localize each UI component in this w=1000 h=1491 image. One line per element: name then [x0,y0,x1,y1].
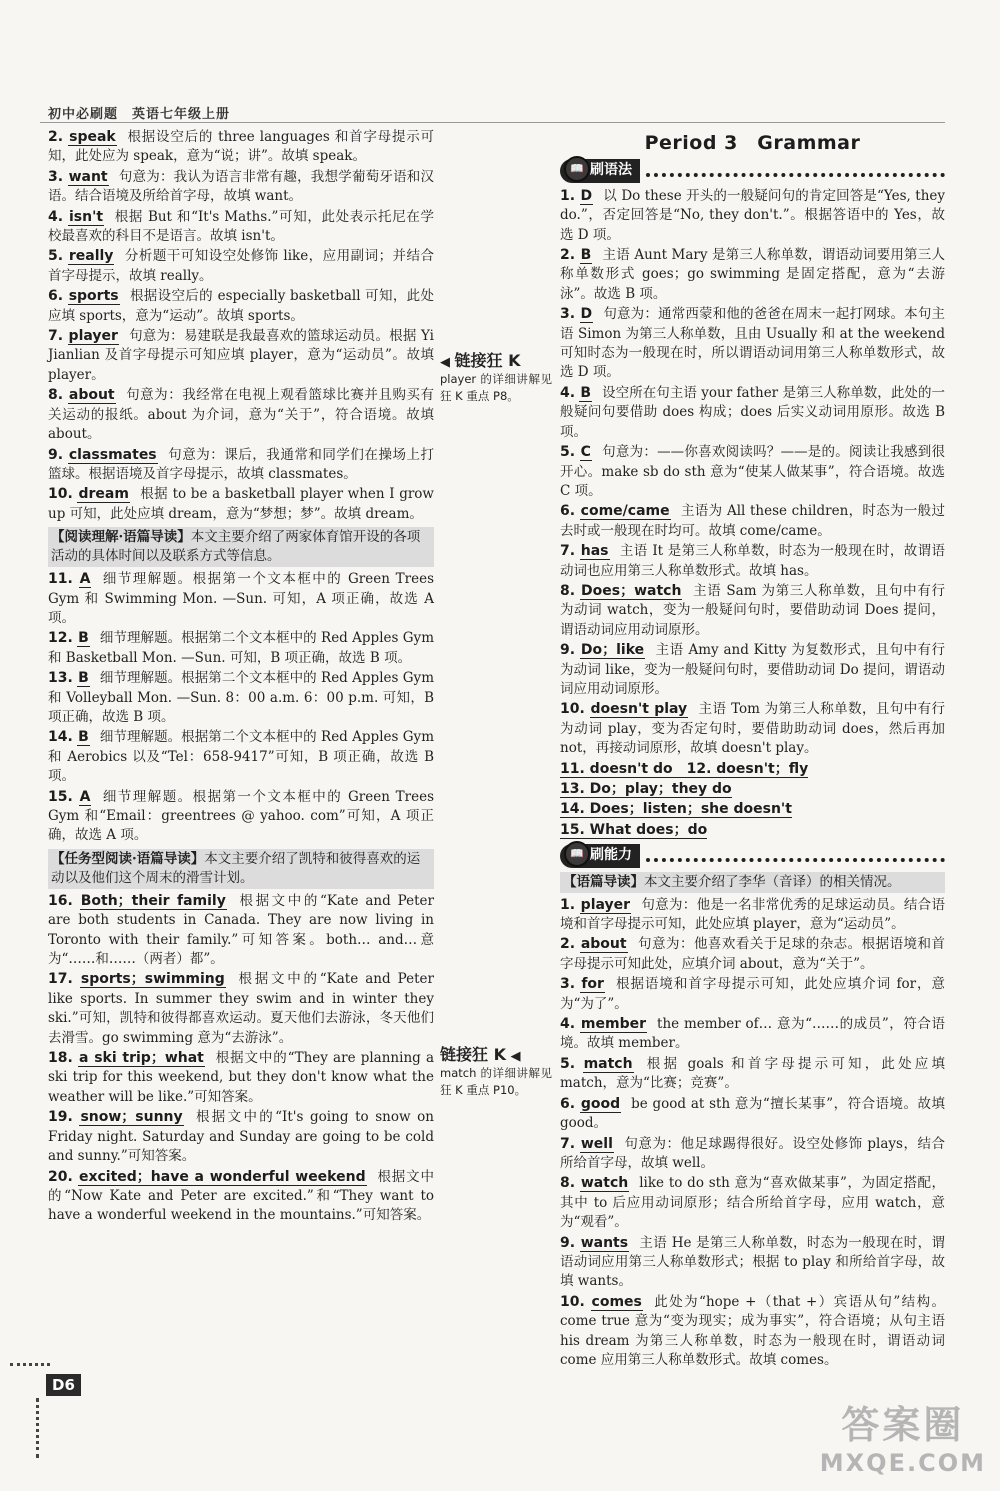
item-explanation: 句意为：——你喜欢阅读吗？——是的。阅读让我感到很开心。make sb do sth 意为“使某人做某事”，符合语境。故选 C 项。 [560,444,946,499]
item-answer: B [580,247,592,264]
item-answer: well [580,1135,613,1152]
item-answer: sports [68,288,119,305]
left-items-b [48,570,434,846]
item-number: 19. [48,1109,73,1126]
item-explanation: 句意为：我经常在电视上观看篮球比赛并且购买有关运动的报纸。about 为介词，意为“关于”，符合语境。故填 about。 [48,387,434,443]
answer-item [560,800,945,819]
answer-item [560,780,945,799]
item-answer: B [78,729,89,746]
item-explanation: 句意为：他是一名非常优秀的足球运动员。结合语境和首字母提示可知，此处应填 player，意为“运动员”。 [560,896,945,933]
item-answer: for [581,976,604,993]
answer-item [48,1108,434,1166]
item-number: 2. [560,247,576,264]
answer-item [48,128,434,167]
left-items-a [48,128,434,524]
item-explanation: 细节理解题。根据第二个文本框中的 Red Apples Gym 和 Basketball Mon. —Sun. 可知，B 项正确，故选 B 项。 [48,630,434,666]
item-answer: 11. doesn't do 12. doesn't；fly [560,760,809,777]
item-number: 8. [560,582,576,599]
item-number: 5. [48,248,64,265]
item-number: 2. [560,936,576,953]
answer-item [560,443,945,501]
item-number: 6. [560,1095,576,1112]
item-explanation: 细节理解题。根据第二个文本框中的 Red Apples Gym 和 Aerobics 以及“Tel：658-9417”可知，B 项正确，故选 B 项。 [48,729,434,785]
answer-item [48,208,434,247]
answer-item [560,384,945,442]
item-answer: doesn't play [590,701,688,718]
item-answer: match [583,1055,633,1072]
right-items-a [560,187,945,759]
item-answer: D [580,187,593,204]
answer-item [560,502,945,541]
answer-item [560,1135,945,1174]
answer-item [48,892,434,970]
period-title: Period 3 Grammar [644,132,861,154]
item-answer: C [580,444,591,461]
answer-item [560,1174,945,1232]
section-divider [646,850,945,862]
item-number: 16. [48,892,73,909]
answer-item [48,485,434,524]
item-number: 6. [48,288,64,305]
guide-text: 本文主要介绍了凯特和彼得喜欢的运动以及他们这个周末的滑雪计划。 [51,850,421,886]
answer-item [560,821,945,840]
item-answer: speak [69,129,116,145]
item-number: 18. [48,1050,73,1067]
item-number: 7. [560,543,576,560]
item-number: 3. [48,168,64,185]
answer-item [560,935,945,974]
item-number: 12. [48,630,73,647]
item-number: 3. [560,306,576,323]
item-explanation: 根据文中的“Kate and Peter are both students in Canada. They are now living in Toronto with their family.”可知答案。both… and…意为“……和……（两者）都”。 [48,892,434,968]
item-explanation: 设空所在句主语 your father 是第三人称单数，此处的一般疑问句要借助 does 构成；does 后实义动词用原形。故选 B 项。 [560,384,945,440]
book-icon: 📖 [564,156,590,182]
item-number: 1. [560,187,576,204]
item-answer: B [78,670,89,687]
item-answer: comes [591,1293,642,1310]
page-number: D6 [46,1374,81,1396]
item-answer: Do；like [580,642,645,659]
item-number: 2. [48,129,64,145]
item-explanation: 细节理解题。根据第二个文本框中的 Red Apples Gym 和 Volleyball Mon. —Sun. 8：00 a.m. 6：00 p.m. 可知，B 项正确，故选 B 项。 [48,670,434,725]
side-note-2 [440,1046,552,1099]
item-explanation: 句意为：我认为语言非常有趣，我想学葡萄牙语和汉语。结合语境及所给首字母，故填 want。 [48,168,435,205]
item-explanation: 句意为：易建联是我最喜欢的篮球运动员。根据 Yi Jianlian 及首字母提示可知应填 player，意为“运动员”。故填 player。 [48,328,434,383]
item-number: 6. [560,503,576,520]
answer-item [48,1049,434,1107]
answer-item [48,1168,434,1226]
item-answer: A [79,571,91,588]
guide-text: 本文主要介绍了两家体育馆开设的各项活动的具体时间以及联系方式等信息。 [51,529,421,565]
item-answer: about [580,936,627,953]
item-number: 9. [560,642,576,659]
item-answer: excited；have a wonderful weekend [78,1168,366,1185]
answer-item [560,187,945,245]
watermark-logo: 答案圈 [841,1403,965,1447]
item-number: 3. [560,976,576,993]
right-items-short [560,760,945,841]
item-explanation: 根据文中的“They are planning a ski trip for this weekend, but they don't know what the weather will be like.”可知答案。 [48,1050,435,1105]
section-divider [646,165,945,177]
arrow-icon: ◀ [440,355,455,370]
answer-item [560,1234,945,1292]
item-number: 11. [48,571,73,588]
item-number: 9. [48,446,64,463]
item-number: 7. [48,328,64,345]
item-explanation: 根据 goals 和首字母提示可知，此处应填 match，意为“比赛；竞赛”。 [560,1055,945,1092]
item-answer: dream [78,486,129,503]
answer-item [48,629,434,668]
item-explanation: 主语 He 是第三人称单数，时态为一般现在时，谓语动词应用第三人称单数形式；根据 to play 和所给首字母，故填 wants。 [560,1234,945,1290]
item-answer: B [78,630,89,647]
item-explanation: 分析题干可知设空处修饰 like，应用副词；并结合首字母提示，故填 really。 [48,248,434,284]
item-answer: about [68,387,115,404]
answer-item [560,582,945,640]
guide-tag: 【阅读理解·语篇导读】 [51,529,191,546]
item-explanation: like to do sth 意为“喜欢做某事”，为固定搭配，其中 to 后应用动词原形；结合所给首字母，应用 watch，意为“观看”。 [560,1175,945,1231]
item-number: 4. [48,208,64,225]
item-answer: watch [580,1175,629,1192]
item-answer: wants [580,1234,629,1251]
item-answer: really [68,248,114,265]
item-explanation: 根据文中的“Now Kate and Peter are excited.”和“They want to have a wonderful weekend in the mountains.”可知答案。 [48,1168,435,1224]
item-explanation: 句意为：课后，我通常和同学们在操场上打篮球。根据语境及首字母提示，故填 classmates。 [48,446,434,482]
right-items-b [560,896,945,1371]
item-explanation: 细节理解题。根据第一个文本框中的 Green Trees Gym 和 Swimming Mon. —Sun. 可知，A 项正确，故选 A 项。 [48,571,435,626]
answer-item [560,641,945,699]
item-explanation: 句意为：通常西蒙和他的爸爸在周末一起打网球。本句主语 Simon 为第三人称单数，且由 Usually 和 at the weekend 可知时态为一般现在时，所以谓语动词用第三人称单数形式，故选 D 项。 [560,306,945,381]
item-number: 5. [560,444,576,461]
item-answer: player [68,328,118,345]
item-explanation: the member of… 意为“……的成员”，符合语境。故填 member。 [560,1016,945,1052]
answer-item [560,1095,945,1134]
item-explanation: be good at sth 意为“擅长某事”，符合语境。故填 good。 [560,1095,945,1132]
item-number: 10. [560,1293,585,1310]
item-explanation: 主语 Sam 为第三人称单数，且句中有行为动词 watch，变为一般疑问句时，要借助动词 Does 提问，谓语动词应用动词原形。 [560,582,945,638]
left-column [48,128,434,1227]
item-answer: has [580,543,609,560]
page-header: 初中必刷题 英语七年级上册 [48,107,231,122]
answer-item [48,728,434,786]
item-answer: 14. Does；listen；she doesn't [560,801,792,818]
item-explanation: 主语为 All these children，时态为一般过去时或一般现在时均可。故填 come/came。 [560,503,945,539]
page-decoration [10,1363,50,1366]
item-explanation: 根据 to be a basketball player when I grow up 可知，此处应填 dream，意为“梦想；梦”。故填 dream。 [48,486,434,522]
item-answer: Does；watch [581,582,682,599]
answer-item [560,305,945,383]
item-explanation: 此处为“hope +（that +）宾语从句”结构。come true 意为“变为现实；成为事实”，符合语境；从句主语 his dream 为第三人称单数，时态为一般现在时，谓语动词 come 应用第三人称单数形式。故填 comes。 [560,1293,945,1368]
side-note-text: player 的详细讲解见狂 K 重点 P8。 [440,372,552,403]
answer-item [48,669,434,727]
item-explanation: 根据 But 和“It's Maths.”可知，此处表示托尼在学校最喜欢的科目不是语言。故填 isn't。 [48,208,434,245]
item-answer: a ski trip；what [79,1050,204,1067]
answer-item [560,975,945,1014]
book-icon: 📖 [564,841,590,867]
page-decoration [36,1398,39,1458]
section-grammar [560,159,945,182]
item-answer: B [580,384,592,401]
item-answer: want [68,168,108,185]
item-answer: isn't [69,208,104,225]
answer-item [48,446,434,485]
item-explanation: 细节理解题。根据第一个文本框中的 Green Trees Gym 和“Email：greentrees @ yahoo. com”可知，A 项正确，故选 A 项。 [48,788,435,844]
item-number: 5. [560,1055,576,1072]
answer-item [560,542,945,581]
side-note-1 [440,352,552,405]
item-explanation: 句意为：他喜欢看关于足球的杂志。根据语境和首字母提示可知此处，应填介词 about，意为“关于”。 [560,936,945,972]
item-answer: player [580,896,631,913]
item-explanation: 根据设空后的 three languages 和首字母提示可知，此处应为 speak，意为“说；讲”。故填 speak。 [48,129,434,165]
answer-item [560,1293,945,1371]
answer-item [560,760,945,779]
item-number: 7. [560,1135,576,1152]
right-column [560,134,945,1371]
answer-item [48,247,434,286]
item-explanation: 以 Do these 开头的一般疑问句的肯定回答是“Yes, they do.”，否定回答是“No, they don't.”。根据答语中的 Yes，故选 D 项。 [560,187,946,243]
answer-item [560,1015,945,1054]
answer-item [560,246,945,304]
section-label: 刷能力 [590,847,632,864]
item-number: 13. [48,670,73,687]
item-answer: D [580,306,593,323]
left-items-c [48,892,434,1226]
answer-item [48,570,434,628]
watermark [820,1394,986,1477]
answer-item [48,327,434,385]
item-number: 17. [48,971,73,988]
answer-item [48,287,434,326]
section-label: 刷语法 [590,162,632,179]
item-number: 8. [48,387,64,404]
item-explanation: 主语 Aunt Mary 是第三人称单数，谓语动词要用第三人称单数形式 goes；go swimming 是固定搭配，意为“去游泳”。故选 B 项。 [560,247,945,302]
item-number: 10. [560,701,585,718]
guide-tag: 【语篇导读】 [563,873,644,890]
watermark-url: MXQE.COM [819,1449,986,1477]
item-answer: snow；sunny [80,1109,183,1126]
item-number: 10. [48,486,73,503]
passage-guide [560,872,945,893]
item-number: 4. [560,1016,576,1033]
answer-item [560,700,945,758]
side-note-title: ◀ 链接狂 K [440,351,521,370]
guide-tag: 【任务型阅读·语篇导读】 [51,850,205,867]
answer-item [560,1055,945,1094]
item-answer: Both；their family [80,892,226,909]
item-number: 4. [560,384,576,401]
header-rule [40,122,945,123]
answer-item [48,386,434,444]
item-explanation: 根据设空后的 especially basketball 可知，此处应填 sports，意为“运动”。故填 sports。 [48,288,434,324]
item-explanation: 主语 Tom 为第三人称单数，且句中有行为动词 play，变为否定句时，要借助助动词 does，然后再加 not，再接动词原形，故填 doesn't play。 [560,701,946,757]
item-answer: sports；swimming [80,971,225,988]
item-number: 15. [48,788,73,805]
guide-text: 本文主要介绍了李华（音译）的相关情况。 [644,873,901,890]
task-reading-guide [48,849,434,889]
item-number: 9. [560,1234,576,1251]
side-note-text: match 的详细讲解见狂 K 重点 P10。 [440,1066,552,1097]
item-number: 1. [560,896,576,913]
item-explanation: 主语 It 是第三人称单数，时态为一般现在时，故谓语动词也应用第三人称单数形式。故填 has。 [560,543,946,579]
item-number: 14. [48,729,73,746]
item-explanation: 根据文中的“It's going to snow on Friday night. Saturday and Sunday are going to be cold and sunny.”可知答案。 [48,1109,434,1165]
answer-item [48,788,434,846]
arrow-icon: ◀ [505,1049,521,1064]
item-answer: good [580,1095,621,1112]
item-answer: classmates [68,446,157,463]
item-explanation: 根据文中的“Kate and Peter like sports. In summer they swim and in winter they ski.”可知，凯特和彼得都喜欢运动。夏天他们去游泳，冬天他们去滑雪。go swimming 意为“去游泳”。 [48,971,434,1046]
item-answer: A [79,788,91,805]
item-explanation: 主语 Amy and Kitty 为复数形式，且句中有行为动词 like，变为一般疑问句时，要借助动词 Do 提问，谓语动词应用动词原形。 [560,642,945,697]
item-answer: 13. Do；play；they do [560,781,732,797]
side-note-title: 链接狂 K ◀ [440,1045,521,1064]
item-answer: come/came [580,503,670,520]
item-number: 8. [560,1175,576,1192]
answer-item [560,896,945,935]
item-explanation: 句意为：他足球踢得很好。设空处修饰 plays，结合所给首字母，故填 well。 [560,1135,945,1171]
answer-item [48,970,434,1048]
reading-guide [48,527,434,567]
item-number: 20. [48,1168,73,1185]
item-answer: 15. What does；do [560,821,708,838]
item-explanation: 根据语境和首字母提示可知，此处应填介词 for，意为“为了”。 [560,976,945,1012]
answer-item [48,168,434,207]
item-answer: member [580,1016,647,1033]
section-ability [560,844,945,867]
